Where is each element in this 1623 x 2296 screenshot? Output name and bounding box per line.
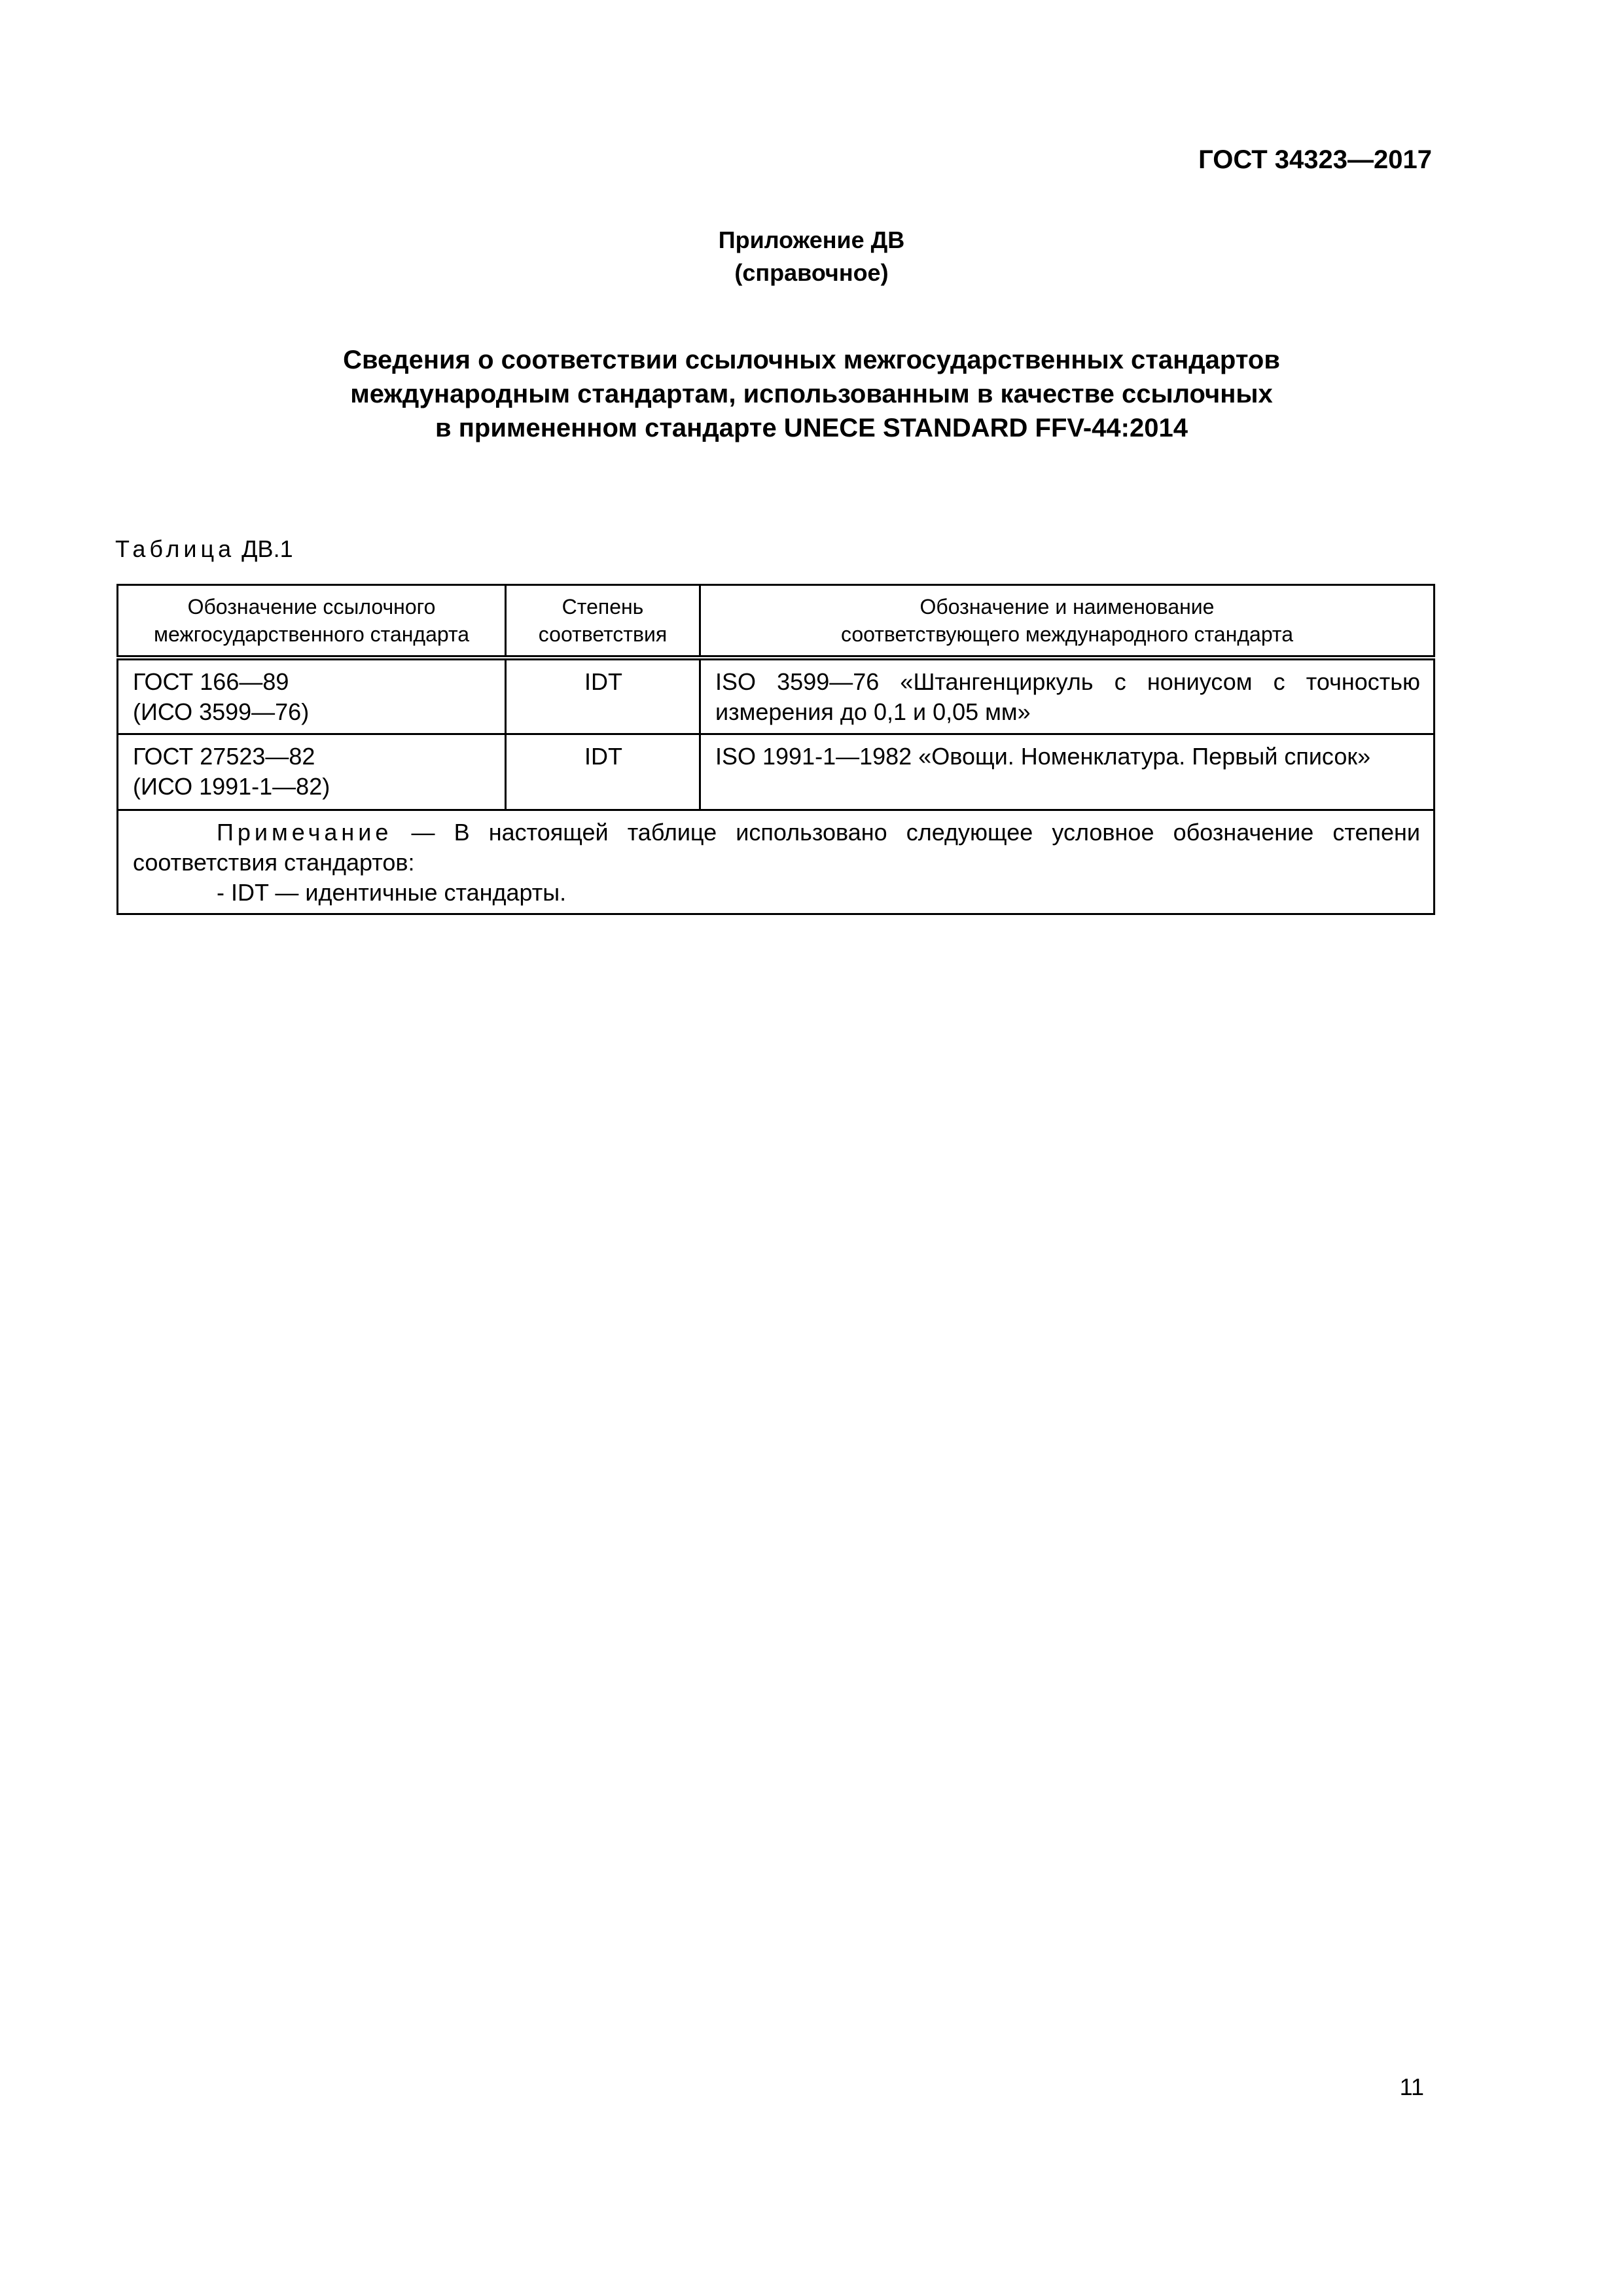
table-note: [118, 810, 1435, 914]
header-line: соответствующего международного стандарта: [840, 622, 1294, 646]
table-caption-number: ДВ.1: [241, 535, 293, 562]
cell-degree: IDT: [506, 734, 700, 810]
correspondence-table: [116, 584, 1435, 915]
appendix-name: Приложение ДВ: [718, 226, 905, 253]
table-caption-word: Таблица: [115, 535, 236, 562]
header-reference-standard: [118, 585, 506, 658]
cell-international-standard: ISO 1991-1—1982 «Овощи. Номенклатура. Первый список»: [700, 734, 1435, 810]
table-row: [118, 734, 1435, 810]
note-item: [133, 878, 1420, 908]
table-caption: [115, 535, 293, 563]
document-code: ГОСТ 34323—2017: [1198, 145, 1432, 174]
appendix-type: (справочное): [734, 259, 889, 286]
page-number: 11: [1399, 2073, 1424, 2100]
header-line: межгосударственного стандарта: [153, 622, 470, 646]
note-heading: Примечание: [217, 818, 393, 846]
note-body: — В настоящей таблице использовано следующее условное обозначение степени соответствия стандартов:: [133, 818, 1420, 876]
header-line: Обозначение ссылочного: [187, 595, 436, 619]
appendix-heading: [0, 224, 1623, 289]
title-line-1: Сведения о соответствии ссылочных межгосударственных стандартов: [343, 346, 1280, 374]
table-row: [118, 658, 1435, 734]
note-text: [133, 817, 1420, 878]
header-line: соответствия: [538, 622, 668, 646]
cell-international-standard: ISO 3599—76 «Штангенциркуль с нониусом с точностью измерения до 0,1 и 0,05 мм»: [700, 658, 1435, 734]
standard-code: ГОСТ 27523—82: [133, 742, 315, 770]
appendix-title: [0, 343, 1623, 445]
note-item-text: - IDT — идентичные стандарты.: [217, 878, 567, 906]
cell-degree: IDT: [506, 658, 700, 734]
title-line-2: международным стандартам, использованным в качестве ссылочных: [350, 380, 1273, 408]
standard-equivalent: (ИСО 1991-1—82): [133, 772, 330, 800]
cell-reference-standard: [118, 734, 506, 810]
standard-code: ГОСТ 166—89: [133, 668, 289, 695]
standard-equivalent: (ИСО 3599—76): [133, 698, 310, 725]
table-header-row: [118, 585, 1435, 658]
header-line: Степень: [562, 595, 644, 619]
table-note-row: [118, 810, 1435, 914]
cell-reference-standard: [118, 658, 506, 734]
header-international-standard: [700, 585, 1435, 658]
header-degree: [506, 585, 700, 658]
header-line: Обозначение и наименование: [919, 595, 1215, 619]
title-line-3: в примененном стандарте UNECE STANDARD FFV-44:2014: [435, 414, 1188, 442]
